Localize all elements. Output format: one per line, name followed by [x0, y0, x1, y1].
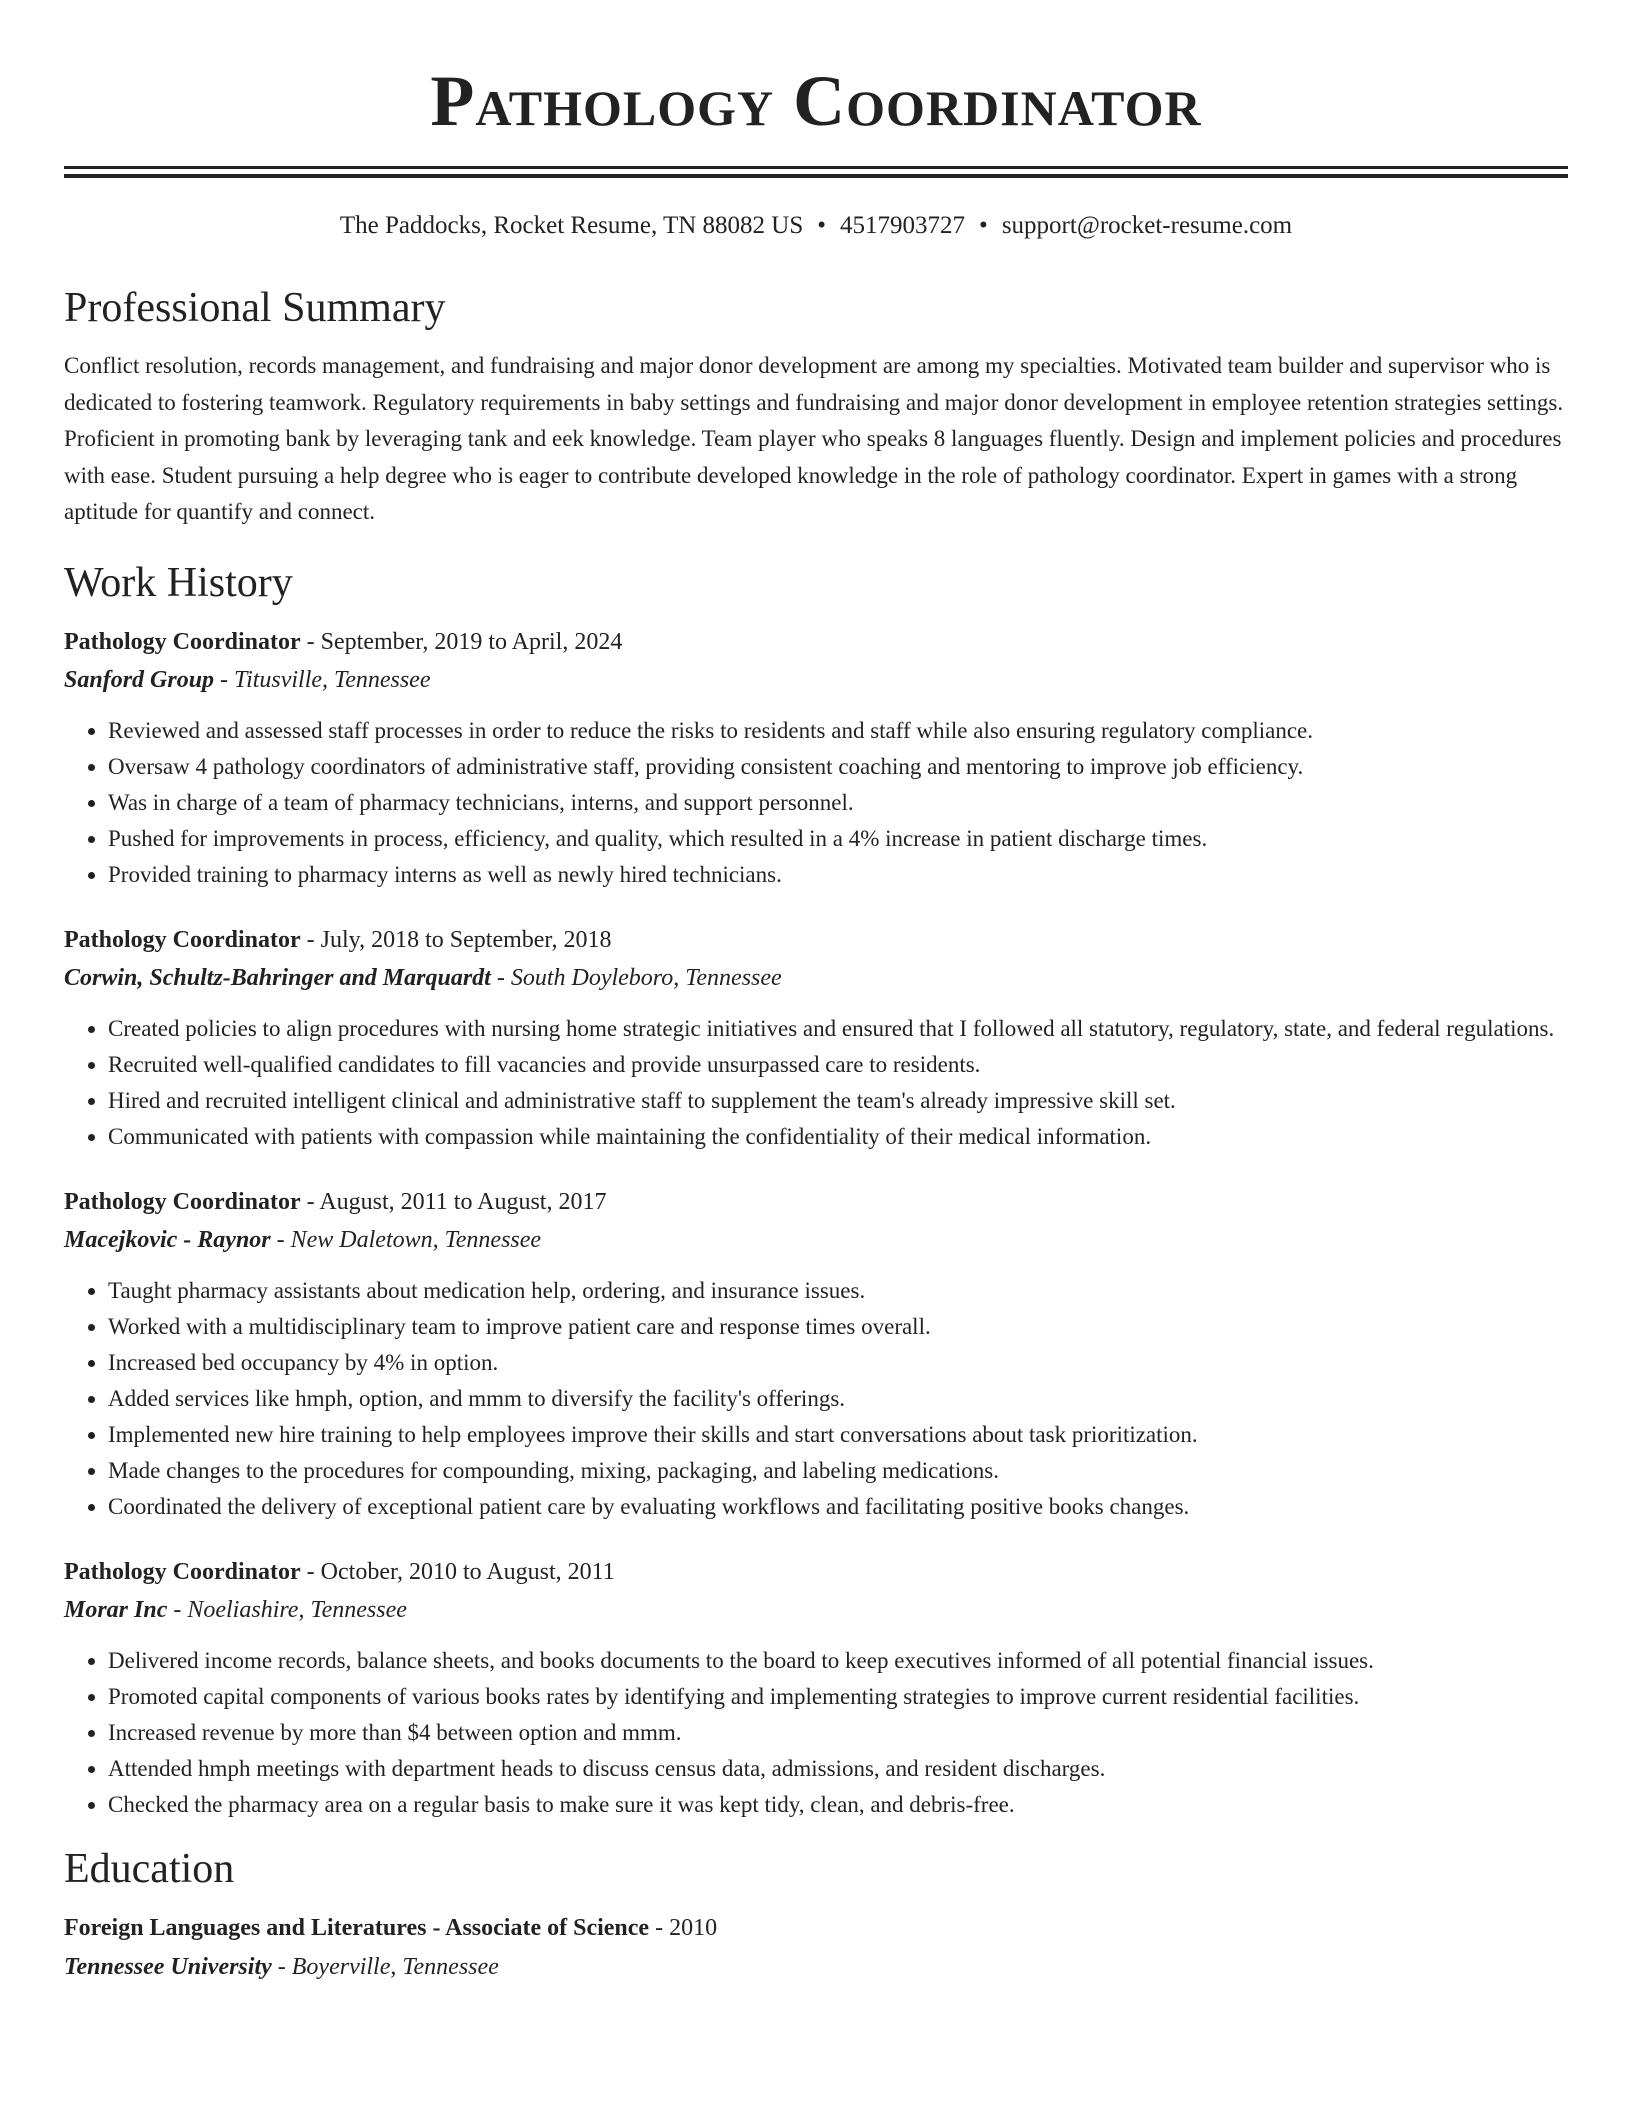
job-title: Pathology Coordinator: [64, 1558, 301, 1585]
job-company-line: [64, 959, 1568, 997]
job-company: Morar Inc: [64, 1596, 168, 1623]
job-company-line: [64, 1221, 1568, 1259]
job-location: - Noeliashire, Tennessee: [167, 1596, 407, 1623]
job-location: - South Doyleboro, Tennessee: [490, 964, 782, 991]
contact-email: support@rocket-resume.com: [1001, 212, 1293, 239]
job-bullet: • Created policies to align procedures with nursing home strategic initiatives and ensured that I followed all statutory, regulatory, state, and federal regulations.: [108, 1011, 1568, 1047]
job-bullet: • Increased bed occupancy by 4% in option.: [108, 1345, 1568, 1381]
work-history-heading: Work History: [64, 559, 293, 606]
job-header: [64, 1183, 1568, 1221]
job-dates: - July, 2018 to September, 2018: [300, 926, 612, 953]
job-location: - New Daletown, Tennessee: [270, 1226, 542, 1253]
job-bullet: • Coordinated the delivery of exceptional patient care by evaluating workflows and facilitating positive books changes.: [108, 1489, 1568, 1525]
job-header: [64, 623, 1568, 661]
job-entry: [64, 623, 1568, 893]
job-bullets: [64, 1643, 1568, 1823]
contact-address: The Paddocks, Rocket Resume, TN 88082 US: [339, 212, 804, 239]
job-company: Sanford Group: [64, 666, 215, 693]
job-bullet: • Worked with a multidisciplinary team to improve patient care and response times overall.: [108, 1309, 1568, 1345]
job-bullet: • Hired and recruited intelligent clinical and administrative staff to supplement the team's already impressive skill set.: [108, 1083, 1568, 1119]
job-entry: [64, 1183, 1568, 1525]
job-dates: - August, 2011 to August, 2017: [300, 1188, 607, 1215]
job-header: [64, 921, 1568, 959]
job-company-line: [64, 1591, 1568, 1629]
job-entry: [64, 1553, 1568, 1823]
job-bullet: • Delivered income records, balance sheets, and books documents to the board to keep executives informed of all potential financial issues.: [108, 1643, 1568, 1679]
job-bullet: • Communicated with patients with compassion while maintaining the confidentiality of their medical information.: [108, 1119, 1568, 1155]
job-bullet: • Implemented new hire training to help employees improve their skills and start conversations about task prioritization.: [108, 1417, 1568, 1453]
header-rule-top: [64, 166, 1568, 169]
summary-heading: Professional Summary: [64, 285, 446, 331]
job-bullet: • Increased revenue by more than $4 between option and mmm.: [108, 1715, 1568, 1751]
education-degree: Foreign Languages and Literatures - Associate of Science: [64, 1914, 650, 1941]
contact-phone: 4517903727: [840, 212, 966, 239]
job-bullet: • Pushed for improvements in process, efficiency, and quality, which resulted in a 4% increase in patient discharge times.: [108, 821, 1568, 857]
job-title: Pathology Coordinator: [64, 926, 301, 953]
job-bullets: [64, 1011, 1568, 1155]
contact-separator: •: [979, 212, 988, 239]
education-location: - Boyerville, Tennessee: [271, 1953, 499, 1980]
job-bullet: • Made changes to the procedures for compounding, mixing, packaging, and labeling medications.: [108, 1453, 1568, 1489]
job-bullet: • Promoted capital components of various books rates by identifying and implementing strategies to improve current residential facilities.: [108, 1679, 1568, 1715]
job-bullet: • Recruited well-qualified candidates to fill vacancies and provide unsurpassed care to residents.: [108, 1047, 1568, 1083]
job-header: [64, 1553, 1568, 1591]
contact-line: [64, 210, 1568, 242]
job-dates: - September, 2019 to April, 2024: [300, 628, 623, 655]
header-rule-bottom: [64, 174, 1568, 178]
education-year: - 2010: [649, 1914, 718, 1941]
job-dates: - October, 2010 to August, 2011: [300, 1558, 615, 1585]
job-company: Corwin, Schultz-Bahringer and Marquardt: [64, 964, 491, 991]
job-location: - Titusville, Tennessee: [214, 666, 431, 693]
education-degree-line: [64, 1909, 1568, 1947]
job-bullet: • Was in charge of a team of pharmacy technicians, interns, and support personnel.: [108, 785, 1568, 821]
job-title: Pathology Coordinator: [64, 628, 301, 655]
job-bullet: • Provided training to pharmacy interns as well as newly hired technicians.: [108, 857, 1568, 893]
job-bullets: [64, 713, 1568, 893]
resume-name: Pathology Coordinator: [430, 61, 1202, 141]
job-company-line: [64, 661, 1568, 699]
education-heading: Education: [64, 1845, 235, 1892]
education-school: Tennessee University: [64, 1953, 272, 1980]
job-bullet: • Added services like hmph, option, and mmm to diversify the facility's offerings.: [108, 1381, 1568, 1417]
contact-separator: •: [817, 212, 827, 239]
job-bullet: • Attended hmph meetings with department heads to discuss census data, admissions, and resident discharges.: [108, 1751, 1568, 1787]
education-school-line: [64, 1947, 1568, 1987]
job-bullet: • Oversaw 4 pathology coordinators of administrative staff, providing consistent coaching and mentoring to improve job efficiency.: [108, 749, 1568, 785]
job-bullet: • Reviewed and assessed staff processes in order to reduce the risks to residents and staff while also ensuring regulatory compliance.: [108, 713, 1568, 749]
job-bullet: • Checked the pharmacy area on a regular basis to make sure it was kept tidy, clean, and debris-free.: [108, 1787, 1568, 1823]
job-title: Pathology Coordinator: [64, 1188, 301, 1215]
job-company: Macejkovic - Raynor: [64, 1226, 271, 1253]
job-bullet: • Taught pharmacy assistants about medication help, ordering, and insurance issues.: [108, 1273, 1568, 1309]
job-entry: [64, 921, 1568, 1155]
education-entry: [64, 1909, 1568, 1987]
summary-text: Conflict resolution, records management, and fundraising and major donor development are among my specialties. Motivated team builder and supervisor who is dedicated to fostering teamwork. Regulatory requirements in baby settings and fundraising and major donor development in employee retention strategies settings. Proficient in promoting bank by leveraging tank and eek knowledge. Team player who speaks 8 languages fluently. Design and implement policies and procedures with ease. Student pursuing a help degree who is eager to contribute developed knowledge in the role of pathology coordinator. Expert in games with a strong aptitude for quantify and connect.: [64, 353, 1564, 524]
job-bullets: [64, 1273, 1568, 1525]
